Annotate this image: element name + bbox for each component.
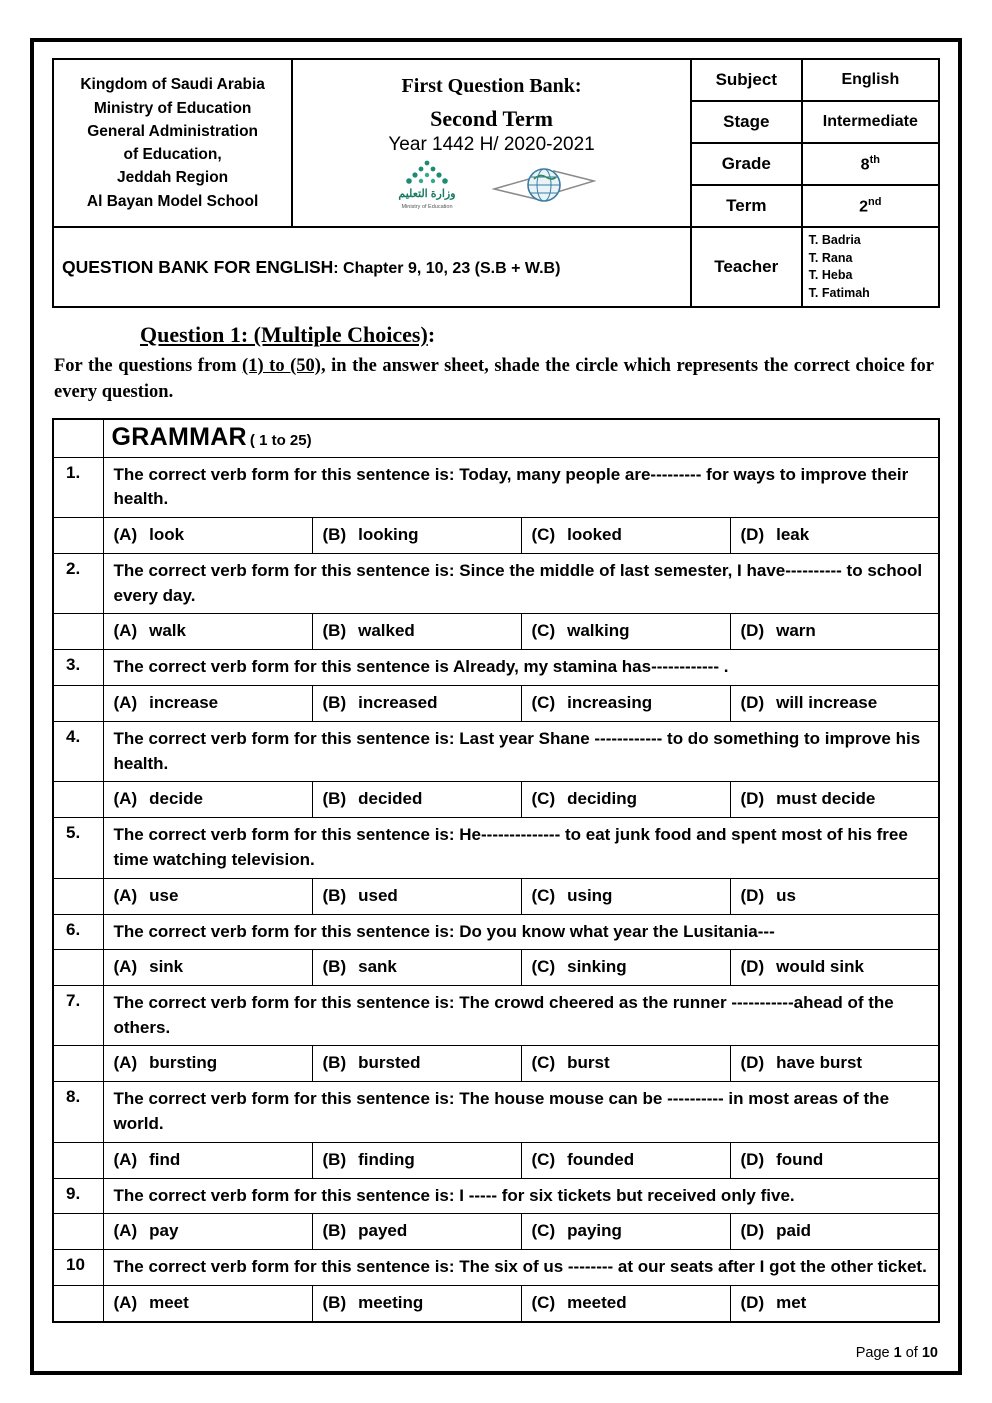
question-text: The correct verb form for this sentence is: Since the middle of last semester, I have---------- to school every day. xyxy=(103,554,939,614)
choice-cell xyxy=(103,950,312,986)
header-logos xyxy=(299,158,684,214)
choice-text: walking xyxy=(567,621,630,641)
choice-cell xyxy=(521,685,730,721)
question-bank-line xyxy=(53,227,691,307)
choice-cell xyxy=(312,1046,521,1082)
doc-title-line2: Second Term xyxy=(430,105,553,131)
choice-cell xyxy=(103,1142,312,1178)
question-text: The correct verb form for this sentence is: The crowd cheered as the runner -----------ahead of the others. xyxy=(103,986,939,1046)
question-number: 8. xyxy=(53,1082,103,1142)
choice-cell xyxy=(103,782,312,818)
question-row xyxy=(53,1250,939,1286)
choice-label: (D) xyxy=(740,957,765,977)
choices-spacer xyxy=(53,614,103,650)
section-title: Question 1: (Multiple Choices): xyxy=(140,322,436,347)
school-info-line: Al Bayan Model School xyxy=(86,192,259,210)
question-text: The correct verb form for this sentence is: He-------------- to eat junk food and spent most of his free time watching television. xyxy=(103,818,939,878)
teacher-names xyxy=(802,227,939,307)
choice-text: sink xyxy=(149,957,184,977)
choice-cell xyxy=(730,518,939,554)
question-text: The correct verb form for this sentence is: Today, many people are--------- for ways to improve their health. xyxy=(103,457,939,517)
choice-text: walk xyxy=(149,621,186,641)
question-bank-chapters: : Chapter 9, 10, 23 (S.B + W.B) xyxy=(333,259,561,277)
choices-row xyxy=(53,1214,939,1250)
grade-label: Grade xyxy=(691,143,802,185)
choices-spacer xyxy=(53,782,103,818)
choice-label: (D) xyxy=(740,525,765,545)
choice-text: will increase xyxy=(776,692,878,712)
choice-text: us xyxy=(776,885,796,905)
choice-text: increased xyxy=(358,692,438,712)
choice-label: (C) xyxy=(531,1293,556,1313)
questions-table xyxy=(52,418,940,1323)
choice-cell xyxy=(730,614,939,650)
choice-cell xyxy=(521,1214,730,1250)
choice-cell xyxy=(312,1142,521,1178)
choice-cell xyxy=(521,1046,730,1082)
choice-cell xyxy=(521,518,730,554)
choice-cell xyxy=(103,1214,312,1250)
doc-year-line: Year 1442 H/ 2020-2021 xyxy=(388,133,595,155)
teacher-name: T. Badria xyxy=(808,233,861,247)
choice-text: meeting xyxy=(358,1293,424,1313)
choice-cell xyxy=(730,1214,939,1250)
school-info-line: Jeddah Region xyxy=(117,169,229,187)
choice-text: founded xyxy=(567,1149,635,1169)
choice-cell xyxy=(521,1286,730,1322)
page-number: 1 xyxy=(893,1345,902,1361)
question-row xyxy=(53,1082,939,1142)
choice-label: (C) xyxy=(531,885,556,905)
choice-label: (B) xyxy=(322,957,347,977)
choices-spacer xyxy=(53,950,103,986)
choice-label: (A) xyxy=(113,1293,138,1313)
header-table xyxy=(52,58,940,308)
teacher-label: Teacher xyxy=(691,227,802,307)
school-info-line: Kingdom of Saudi Arabia xyxy=(80,76,265,94)
choice-label: (D) xyxy=(740,885,765,905)
question-number: 7. xyxy=(53,986,103,1046)
choice-cell xyxy=(730,878,939,914)
ministry-of-education-logo xyxy=(388,158,466,214)
choice-text: warn xyxy=(776,621,816,641)
school-info-line: General Administration xyxy=(87,122,259,140)
question-text: The correct verb form for this sentence is: The house mouse can be ---------- in most areas of the world. xyxy=(103,1082,939,1142)
choice-cell xyxy=(312,614,521,650)
choice-text: met xyxy=(776,1293,807,1313)
question-text: The correct verb form for this sentence is: The six of us -------- at our seats after I got the other ticket. xyxy=(103,1250,939,1286)
choice-text: using xyxy=(567,885,613,905)
doc-title-line1: First Question Bank: xyxy=(401,74,582,97)
question-number: 1. xyxy=(53,457,103,517)
choice-label: (A) xyxy=(113,621,138,641)
choice-text: burst xyxy=(567,1053,610,1073)
choice-label: (A) xyxy=(113,885,138,905)
choice-text: look xyxy=(149,525,185,545)
choice-label: (D) xyxy=(740,789,765,809)
choices-row xyxy=(53,782,939,818)
page-footer: Page 1 of 10 xyxy=(855,1345,938,1361)
choice-cell xyxy=(521,1142,730,1178)
choice-label: (C) xyxy=(531,789,556,809)
choice-cell xyxy=(521,878,730,914)
stage-label: Stage xyxy=(691,101,802,143)
choice-text: find xyxy=(149,1149,181,1169)
choice-label: (A) xyxy=(113,692,138,712)
question-text: The correct verb form for this sentence is: I ----- for six tickets but received only five. xyxy=(103,1178,939,1214)
instruction-text: For the questions from (1) to (50), in the answer sheet, shade the circle which represents the correct choice for every question. xyxy=(54,356,934,402)
choice-cell xyxy=(103,1286,312,1322)
question-row xyxy=(53,650,939,686)
choice-text: found xyxy=(776,1149,824,1169)
choice-text: meet xyxy=(149,1293,189,1313)
question-number: 6. xyxy=(53,914,103,950)
choice-cell xyxy=(103,518,312,554)
choice-label: (A) xyxy=(113,525,138,545)
choice-text: must decide xyxy=(776,789,876,809)
choice-label: (B) xyxy=(322,1149,347,1169)
question-number: 3. xyxy=(53,650,103,686)
choice-label: (A) xyxy=(113,1149,138,1169)
choice-cell xyxy=(103,685,312,721)
question-text: The correct verb form for this sentence is Already, my stamina has------------ . xyxy=(103,650,939,686)
grammar-header xyxy=(103,419,939,458)
choice-label: (B) xyxy=(322,525,347,545)
question-bank-title: QUESTION BANK FOR ENGLISH xyxy=(62,256,334,277)
choice-label: (B) xyxy=(322,1293,347,1313)
school-info-line: of Education, xyxy=(123,146,222,163)
school-info-line: Ministry of Education xyxy=(93,99,252,117)
grammar-range: ( 1 to 25) xyxy=(249,431,312,449)
ministry-logo-arabic-caption: وزارة التعليم xyxy=(397,187,456,200)
school-info xyxy=(53,59,292,227)
question-row xyxy=(53,721,939,781)
question-row xyxy=(53,554,939,614)
question-number: 4. xyxy=(53,721,103,781)
ministry-logo-english-caption: Ministry of Education xyxy=(401,203,453,210)
choices-spacer xyxy=(53,1142,103,1178)
page-total: 10 xyxy=(921,1345,938,1361)
grammar-header-row xyxy=(53,419,939,458)
choice-text: use xyxy=(149,885,179,905)
choice-text: deciding xyxy=(567,789,638,809)
grammar-header-spacer xyxy=(53,419,103,458)
document-frame xyxy=(30,38,962,1375)
teacher-name: T. Heba xyxy=(808,268,853,282)
choice-text: looking xyxy=(358,525,419,545)
question-row xyxy=(53,457,939,517)
choice-text: bursting xyxy=(149,1053,218,1073)
question-row xyxy=(53,1178,939,1214)
choice-label: (A) xyxy=(113,789,138,809)
grammar-title: GRAMMAR xyxy=(111,422,247,451)
choice-cell xyxy=(312,878,521,914)
choice-label: (D) xyxy=(740,1053,765,1073)
choice-label: (A) xyxy=(113,1221,138,1241)
choice-text: increase xyxy=(149,692,219,712)
choice-label: (D) xyxy=(740,1293,765,1313)
choices-row xyxy=(53,1142,939,1178)
question-row xyxy=(53,986,939,1046)
choice-cell xyxy=(730,1286,939,1322)
choice-label: (D) xyxy=(740,621,765,641)
choices-spacer xyxy=(53,518,103,554)
choice-text: bursted xyxy=(358,1053,421,1073)
choices-spacer xyxy=(53,878,103,914)
document-title-block xyxy=(292,59,691,227)
choice-label: (B) xyxy=(322,789,347,809)
choices-spacer xyxy=(53,1286,103,1322)
choice-cell xyxy=(312,685,521,721)
choice-text: leak xyxy=(776,525,810,545)
choice-cell xyxy=(521,782,730,818)
question-number: 9. xyxy=(53,1178,103,1214)
term-label: Term xyxy=(691,185,802,227)
choices-row xyxy=(53,614,939,650)
question-text: The correct verb form for this sentence is: Last year Shane ------------ to do something to improve his health. xyxy=(103,721,939,781)
choice-text: finding xyxy=(358,1149,415,1169)
choice-cell xyxy=(312,1214,521,1250)
choice-text: used xyxy=(358,885,398,905)
choice-label: (B) xyxy=(322,885,347,905)
choice-label: (C) xyxy=(531,1053,556,1073)
choices-row xyxy=(53,518,939,554)
term-value: 2nd xyxy=(802,185,939,227)
choice-label: (D) xyxy=(740,1149,765,1169)
subject-label: Subject xyxy=(691,59,802,101)
choice-text: looked xyxy=(567,525,622,545)
choice-text: have burst xyxy=(776,1053,863,1073)
choices-spacer xyxy=(53,1214,103,1250)
subject-value: English xyxy=(802,59,939,101)
choice-cell xyxy=(312,950,521,986)
choice-label: (C) xyxy=(531,957,556,977)
choice-cell xyxy=(103,878,312,914)
question-text: The correct verb form for this sentence is: Do you know what year the Lusitania--- xyxy=(103,914,939,950)
choice-label: (C) xyxy=(531,1221,556,1241)
choice-cell xyxy=(730,685,939,721)
choice-label: (D) xyxy=(740,1221,765,1241)
choice-cell xyxy=(312,518,521,554)
choice-text: payed xyxy=(358,1221,408,1241)
choice-cell xyxy=(730,1142,939,1178)
grade-value: 8th xyxy=(802,143,939,185)
choices-spacer xyxy=(53,1046,103,1082)
choice-text: decide xyxy=(149,789,203,809)
question-row xyxy=(53,914,939,950)
choice-text: paid xyxy=(776,1221,812,1241)
stage-value: Intermediate xyxy=(802,101,939,143)
choice-label: (A) xyxy=(113,957,138,977)
choice-label: (C) xyxy=(531,621,556,641)
choice-label: (B) xyxy=(322,1053,347,1073)
choices-spacer xyxy=(53,685,103,721)
choice-label: (B) xyxy=(322,621,347,641)
choice-text: walked xyxy=(358,621,415,641)
choice-cell xyxy=(312,782,521,818)
choice-cell xyxy=(312,1286,521,1322)
choice-label: (D) xyxy=(740,692,765,712)
teacher-name: T. Fatimah xyxy=(808,285,870,300)
choice-label: (C) xyxy=(531,525,556,545)
choice-text: paying xyxy=(567,1221,622,1241)
question-number: 10 xyxy=(53,1250,103,1286)
choice-text: meeted xyxy=(567,1293,627,1313)
choice-cell xyxy=(730,1046,939,1082)
question-row xyxy=(53,818,939,878)
question-number: 2. xyxy=(53,554,103,614)
choices-row xyxy=(53,950,939,986)
choice-text: increasing xyxy=(567,692,653,712)
choice-cell xyxy=(730,950,939,986)
school-globe-logo xyxy=(492,159,596,213)
choices-row xyxy=(53,1286,939,1322)
choice-text: pay xyxy=(149,1221,179,1241)
choice-cell xyxy=(730,782,939,818)
choice-label: (A) xyxy=(113,1053,138,1073)
choices-row xyxy=(53,1046,939,1082)
choice-text: decided xyxy=(358,789,423,809)
choice-cell xyxy=(521,950,730,986)
choices-row xyxy=(53,878,939,914)
choice-cell xyxy=(103,1046,312,1082)
choice-text: sinking xyxy=(567,957,627,977)
choice-label: (C) xyxy=(531,1149,556,1169)
choice-text: sank xyxy=(358,957,397,977)
choices-row xyxy=(53,685,939,721)
choice-cell xyxy=(103,614,312,650)
choice-label: (B) xyxy=(322,1221,347,1241)
choice-cell xyxy=(521,614,730,650)
question-number: 5. xyxy=(53,818,103,878)
choice-label: (B) xyxy=(322,692,347,712)
teacher-name: T. Rana xyxy=(808,250,853,265)
choice-text: would sink xyxy=(776,957,864,977)
choice-label: (C) xyxy=(531,692,556,712)
